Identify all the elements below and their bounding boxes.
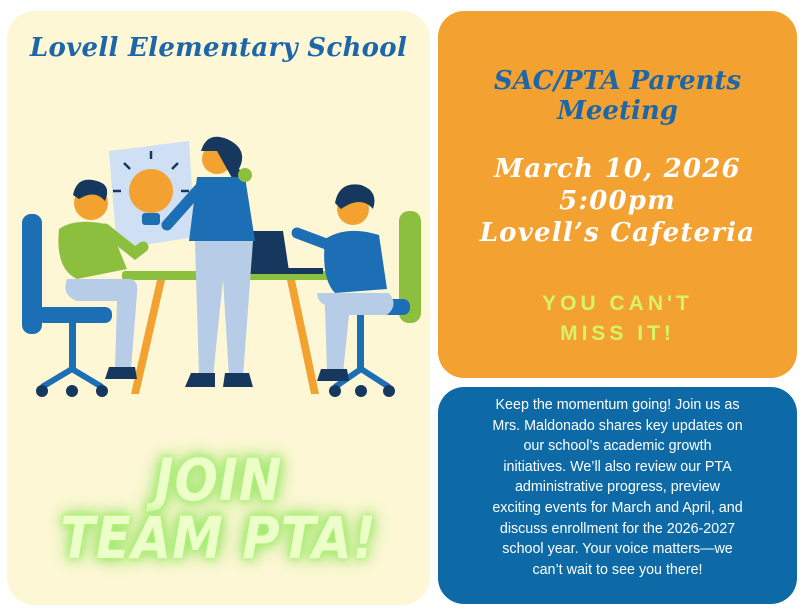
meeting-title-line-2: Meeting [557, 96, 678, 126]
cant-miss-tagline [438, 289, 797, 349]
info-line: our school’s academic growth [523, 438, 712, 455]
join-line-1: JOIN [154, 446, 283, 514]
info-line: Mrs. Maldonado shares key updates on [492, 417, 743, 434]
info-line: school year. Your voice matters—we [502, 541, 733, 558]
join-line-2: TEAM PTA! [60, 504, 377, 572]
meeting-panel [438, 11, 797, 378]
info-paragraph [452, 395, 783, 580]
meeting-title-line-1: SAC/PTA Parents [493, 66, 742, 96]
meeting-title [438, 66, 797, 126]
lightbulb-board-icon [109, 141, 195, 249]
info-line: initiatives. We’ll also review our PTA [503, 458, 732, 475]
meeting-date: March 10, 2026 [494, 154, 741, 184]
info-line: can’t wait to see you there! [532, 561, 703, 578]
info-panel [438, 387, 797, 604]
info-line: discuss enrollment for the 2026-2027 [499, 520, 736, 537]
join-team-pta-heading [32, 446, 404, 572]
tagline-line-2: MISS IT! [560, 322, 675, 345]
meeting-location: Lovell’s Cafeteria [479, 218, 756, 248]
team-meeting-illustration [17, 129, 427, 404]
info-line: administrative progress, preview [514, 479, 720, 496]
info-line: exciting events for March and April, and [492, 499, 743, 516]
left-panel [7, 11, 430, 605]
tagline-line-1: YOU CAN'T [542, 292, 693, 315]
school-name: Lovell Elementary School [29, 33, 408, 63]
info-line: Keep the momentum going! Join us as [495, 397, 740, 413]
meeting-time: 5:00pm [559, 186, 676, 216]
seated-person-right-icon [297, 184, 394, 381]
meeting-details [438, 153, 797, 249]
